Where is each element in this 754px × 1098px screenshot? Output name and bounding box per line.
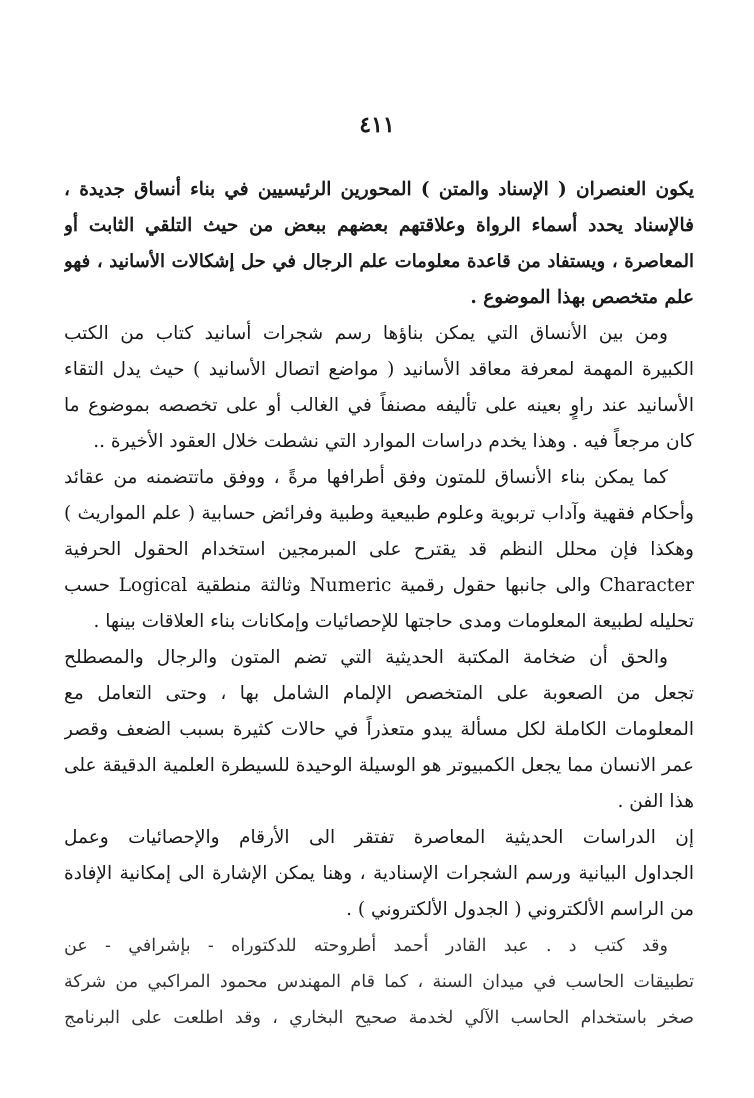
text-line: الأسانيد عند راوٍ بعينه على تأليفه مصنفاً في الغالب أو على تخصصه بموضوع ما bbox=[64, 395, 694, 416]
text-line: فالإسناد يحدد أسماء الرواة وعلاقتهم بعضهم ببعض من حيث التلقي الثابت أو bbox=[64, 215, 694, 236]
text-line: كما يمكن بناء الأنساق للمتون وفق أطرافها مرةً ، ووفق ماتتضمنه من عقائد bbox=[64, 467, 668, 488]
text-line: من الراسم الألكتروني ( الجدول الألكتروني ) . bbox=[346, 899, 694, 920]
text-line: المعلومات الكاملة لكل مسألة يبدو متعذراً في حالات كثيرة بسبب الضعف وقصر bbox=[64, 719, 694, 740]
text-line: Character والى جانبها حقول رقمية Numeric وثالثة منطقية Logical حسب bbox=[64, 575, 694, 596]
page-number: ٤١١ bbox=[359, 112, 395, 138]
body-text bbox=[64, 172, 694, 1036]
text-line: الكبيرة المهمة لمعرفة معاقد الأسانيد ( مواضع اتصال الأسانيد ) حيث يدل التقاء bbox=[64, 359, 694, 380]
text-line: يكون العنصران ( الإسناد والمتن ) المحورين الرئيسيين في بناء أنساق جديدة ، bbox=[64, 179, 694, 200]
text-line: صخر باستخدام الحاسب الآلي لخدمة صحيح البخاري ، وقد اطلعت على البرنامج bbox=[64, 1008, 694, 1028]
text-line: كان مرجعاً فيه . وهذا يخدم دراسات الموارد التي نشطت خلال العقود الأخيرة .. bbox=[93, 431, 694, 452]
text-line: تحليله لطبيعة المعلومات ومدى حاجتها للإحصائيات وإمكانات بناء العلاقات بينها . bbox=[93, 611, 694, 632]
text-line: المعاصرة ، ويستفاد من قاعدة معلومات علم الرجال في حل إشكالات الأسانيد ، فهو bbox=[64, 251, 694, 272]
text-line: تطبيقات الحاسب في ميدان السنة ، كما قام المهندس محمود المراكبي من شركة bbox=[64, 972, 694, 992]
text-line: علم متخصص بهذا الموضوع . bbox=[470, 287, 694, 308]
text-line: هذا الفن . bbox=[617, 791, 694, 812]
text-line: وقد كتب د . عبد القادر أحمد أطروحته للدكتوراه - بإشرافي - عن bbox=[64, 936, 668, 956]
text-line: ومن بين الأنساق التي يمكن بناؤها رسم شجرات أسانيد كتاب من الكتب bbox=[64, 323, 668, 344]
text-line: تجعل من الصعوبة على المتخصص الإلمام الشامل بها ، وحتى التعامل مع bbox=[64, 683, 694, 704]
text-line: عمر الانسان مما يجعل الكمبيوتر هو الوسيلة الوحيدة للسيطرة العلمية الدقيقة على bbox=[64, 755, 694, 776]
text-line: الجداول البيانية ورسم الشجرات الإسنادية ، وهنا يمكن الإشارة الى إمكانية الإفادة bbox=[64, 863, 694, 884]
text-line: وهكذا فإن محلل النظم قد يقترح على المبرمجين استخدام الحقول الحرفية bbox=[64, 539, 694, 560]
text-line: وأحكام فقهية وآداب تربوية وعلوم طبيعية وطبية وفرائض حسابية ( علم المواريث ) bbox=[64, 503, 694, 524]
text-line: إن الدراسات الحديثية المعاصرة تفتقر الى الأرقام والإحصائيات وعمل bbox=[64, 827, 694, 848]
text-line: والحق أن ضخامة المكتبة الحديثية التي تضم المتون والرجال والمصطلح bbox=[64, 647, 668, 668]
